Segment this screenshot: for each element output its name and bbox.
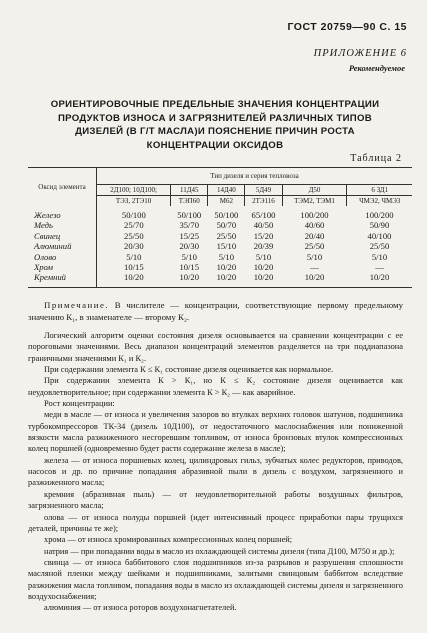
table-cell: 10/20 [282, 272, 347, 287]
table-cell: — [310, 262, 319, 273]
table-cell: 10/15 [124, 262, 144, 273]
element-name: Медь [28, 220, 97, 230]
table-cell: 5/10 [371, 251, 388, 262]
table-cell: 15/10 [216, 241, 237, 252]
table-cell: 20/30 [179, 241, 200, 252]
paragraph: Логический алгоритм оценки состояния дизеля основывается на сравнении концентрации с ее пороговыми значениями. Весь диапазон концентраций элементов разделяется на три поддиапазона граничными значениями К₁ и К₂. [28, 331, 403, 363]
table-cell: 100/200 [300, 210, 329, 220]
table-cell: 25/50 [369, 241, 390, 252]
table-cell: 15/20 [253, 230, 274, 241]
title-line: КОНЦЕНТРАЦИИ ОКСИДОВ [146, 139, 284, 151]
table-cell: 5/10 [255, 251, 272, 262]
element-name: Алюминий [28, 241, 97, 251]
paragraph: меди в масле — от износа и увеличения зазоров во втулках верхних головок шатунов, подшипника турбокомпрессоров ТК-34 (дизель 10Д100), от недостаточного маслоснабжения или пониженной вязкости масла разжиженного несгоревшим топливом, от износа бронзовых втулок компрессионных колец поршней (одновременно будет расти содержание железа в масле); [28, 410, 403, 454]
element-name: Хром [28, 262, 97, 272]
table-note [28, 300, 403, 323]
title-line: ДИЗЕЛЕЙ (В Г/Т МАСЛА)И ПОЯСНЕНИЕ ПРИЧИН РОСТА [75, 126, 355, 137]
table-cell: 50/100 [214, 210, 239, 220]
group-header: Тип дизеля и серия тепловоза [97, 168, 413, 185]
table-row [28, 241, 412, 251]
paragraph: алюминия — от износа роторов воздухонагнетателей. [44, 603, 237, 613]
column-header: 2Д100; 10Д100; [97, 185, 171, 196]
table-cell: 25/50 [304, 241, 325, 252]
column-header: 5Д49 [245, 185, 282, 196]
table-cell: 20/40 [304, 230, 325, 241]
table-row [28, 231, 412, 241]
table-row [28, 252, 412, 262]
table-cell: 50/100 [121, 210, 146, 220]
table-cell: 20/30 [124, 241, 144, 252]
table-cell: 10/15 [179, 262, 200, 273]
column-header: 11Д45 [171, 185, 208, 196]
table-cell: 50/100 [177, 210, 202, 220]
table-cell: 15/25 [179, 230, 200, 241]
recommended-label: Рекомендуемое [348, 63, 405, 73]
table-cell: 5/10 [218, 251, 234, 262]
column-subheader: ТЭП60 [171, 196, 208, 207]
table-cell: 10/20 [253, 262, 274, 273]
table-caption: Таблица 2 [350, 153, 402, 164]
table-cell: 25/50 [124, 230, 144, 241]
paragraph: железа — от износа поршневых колец, цилиндровых гильз, зубчатых колес редукторов, приводов, насосов и др. по причине попадания абразивной пыли в дизель с воздухом, загрязненного и разжиженного масла; [28, 455, 403, 488]
element-name: Кремний [28, 272, 97, 287]
column-subheader: 2ТЭ116 [245, 196, 282, 207]
table-cell: 20/39 [253, 241, 274, 252]
column-subheader: М62 [208, 196, 245, 207]
paragraph: натрия — при попадании воды в масло из охлаждающей системы дизеля (типа Д100, М750 и др.); [44, 546, 395, 556]
table-cell: 5/10 [181, 251, 197, 262]
appendix-title [30, 98, 400, 152]
table-cell: 10/20 [97, 272, 171, 287]
table-cell: 40/50 [253, 220, 274, 231]
column-subheader: ТЭЗ, 2ТЭ10 [97, 196, 171, 207]
table-cell: 40/100 [367, 230, 392, 241]
column-subheader: ТЭМ2, ТЭМ1 [282, 196, 347, 207]
appendix-label: ПРИЛОЖЕНИЕ 6 [313, 48, 407, 59]
element-name: Свинец [28, 231, 97, 241]
title-line: ОРИЕНТИРОВОЧНЫЕ ПРЕДЕЛЬНЫЕ ЗНАЧЕНИЯ КОНЦЕНТРАЦИИ [50, 99, 380, 110]
table-cell: 100/200 [365, 210, 394, 220]
table-cell: 5/10 [126, 251, 142, 262]
column-header: 6 ЗД1 [347, 185, 412, 196]
element-name: Железо [28, 206, 97, 220]
table-cell: 10/20 [171, 272, 208, 287]
table-row [28, 262, 412, 272]
table-cell: 10/20 [347, 272, 412, 287]
table-row [28, 206, 412, 220]
paragraph: При содержании элемента К ≤ К₁ состояние дизеля оценивается как нормальное. [44, 365, 334, 375]
column-header: 14Д40 [208, 185, 245, 196]
element-name: Олово [28, 252, 97, 262]
limits-table [28, 167, 412, 288]
table-cell: 5/10 [306, 251, 323, 262]
table-row [28, 220, 412, 230]
table-cell: 40/60 [304, 220, 325, 231]
table-cell: 50/70 [216, 220, 237, 231]
table-cell: 65/100 [251, 210, 276, 220]
page-header: ГОСТ 20759—90 С. 15 [287, 21, 407, 33]
table-cell: 35/70 [179, 220, 200, 231]
paragraph: При содержании элемента К > К₁, но К ≤ К₂ состояние дизеля оценивается как неудовлетворительное; при содержании элемента К > К₂ — как аварийное. [28, 376, 403, 397]
table-cell: 25/70 [124, 220, 144, 231]
table-cell: 10/20 [216, 262, 237, 273]
table-cell: 25/50 [216, 230, 237, 241]
paragraph: Рост концентрации: [44, 399, 115, 409]
paragraph: олова — от износа полуды поршней (идет интенсивный процесс приработки пары трущихся деталей, причины те же); [28, 512, 403, 533]
table-cell: 50/90 [369, 220, 390, 231]
note-text: В числителе — концентрации, соответствующие первому предельному значению К₁, в знаменателе — второму К₂. [28, 300, 403, 322]
title-line: ПРОДУКТОВ ИЗНОСА И ЗАГРЯЗНИТЕЛЕЙ РАЗЛИЧНЫХ ТИПОВ [57, 112, 372, 124]
paragraph: хрома — от износа хромированных компрессионных колец поршней; [44, 535, 293, 545]
column-header: Д50 [282, 185, 347, 196]
column-header-element: Оксид элемента [28, 168, 97, 207]
table-cell: 10/20 [245, 272, 282, 287]
body-text [28, 330, 403, 614]
table-row [28, 272, 412, 287]
note-label: Примечание. [44, 300, 110, 310]
paragraph: кремния (абразивная пыль) — от неудовлетворительной работы воздушных фильтров, загрязненного масла; [28, 489, 403, 511]
table-cell: 10/20 [208, 272, 245, 287]
table-cell: — [375, 262, 384, 273]
column-subheader: ЧМЭ2, ЧМЭ3 [347, 196, 412, 207]
paragraph: свинца — от износа баббитового слоя подшипников из-за разрывов и разрушения сплошности масляной пленки между шейками и подшипниками, залитыми свинцовым баббитом вследствие разжижения масла топливом, попадания воды в масло из охлаждающей системы дизеля и загрязненного воздухоснабжения; [28, 557, 403, 601]
